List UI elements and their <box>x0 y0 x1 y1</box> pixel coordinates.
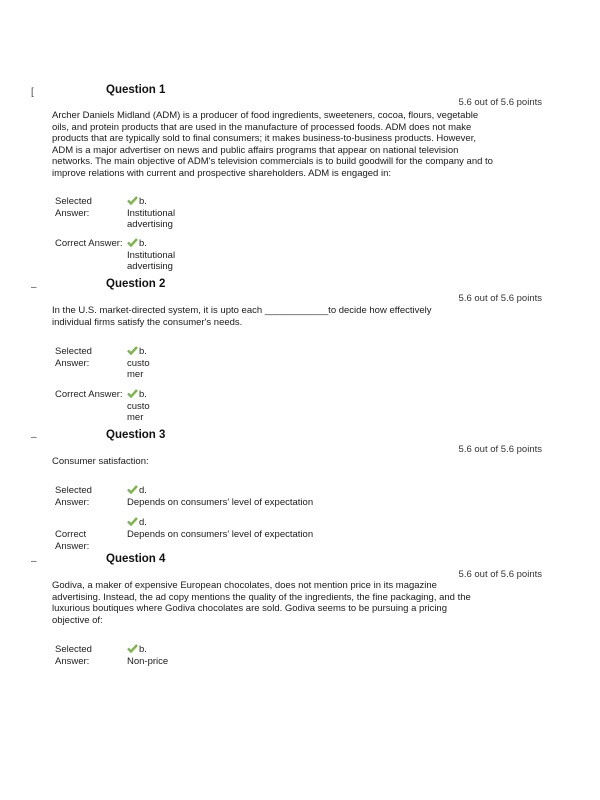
selected-answer-label: Selected Answer: <box>55 346 92 369</box>
answer-text: Institutional advertising <box>127 249 176 272</box>
question-title: Question 4 <box>106 553 166 565</box>
answer-letter: b. <box>139 644 147 655</box>
green-check-icon <box>127 485 138 494</box>
question-title: Question 3 <box>106 429 166 441</box>
question-text: Archer Daniels Midland (ADM) is a producer of food ingredients, sweeteners, cocoa, flours, vegetable oils, and protein products that are used in the manufacture of processed foods. ADM does not make products that are typically sold to final consumers; it makes business-to-business products. However, ADM is a major advertiser on news and public affairs programs that appear on national television networks. The main objective of ADM's television commercials is to build goodwill for the company and to improve relations with current and prospective shareholders. ADM is engaged in: <box>52 110 493 179</box>
question-text: Consumer satisfaction: <box>52 456 149 467</box>
green-check-icon <box>127 346 138 355</box>
correct-answer-value <box>127 389 153 424</box>
selected-answer-label: Selected Answer: <box>55 196 92 219</box>
question-title: Question 2 <box>106 278 166 290</box>
answer-text: customer <box>127 400 150 423</box>
question-text: In the U.S. market-directed system, it is upto each ____________to decide how effectively individual firms satisfy the consumer's needs. <box>52 305 432 328</box>
question-marker: – <box>31 432 37 443</box>
answer-text: Non-price <box>127 655 169 667</box>
question-points: 5.6 out of 5.6 points <box>458 293 542 304</box>
answer-letter: b. <box>139 196 147 207</box>
question-points: 5.6 out of 5.6 points <box>458 444 542 455</box>
correct-answer-label: Correct Answer: <box>55 529 90 552</box>
question-text: Godiva, a maker of expensive European chocolates, does not mention price in its magazine advertising. Instead, the ad copy mentions the quality of the ingredients, the fine packaging, and the luxurious boutiques where Godiva chocolates are sold. Godiva seems to be pursuing a pricing objective of: <box>52 580 471 626</box>
answer-letter: b. <box>139 346 147 357</box>
selected-answer-value <box>127 485 387 508</box>
green-check-icon <box>127 196 138 205</box>
question-marker: [ <box>31 87 34 98</box>
question-marker: – <box>31 282 37 293</box>
answer-text: Institutional advertising <box>127 207 176 230</box>
answer-text: Depends on consumers' level of expectation <box>127 528 314 540</box>
selected-answer-value <box>127 644 387 667</box>
green-check-icon <box>127 238 138 247</box>
answer-letter: b. <box>139 389 147 400</box>
question-title: Question 1 <box>106 84 166 96</box>
question-points: 5.6 out of 5.6 points <box>458 569 542 580</box>
correct-answer-label: Correct Answer: <box>55 389 123 400</box>
answer-text: Depends on consumers' level of expectation <box>127 496 314 508</box>
answer-letter: d. <box>139 517 147 528</box>
correct-answer-value <box>127 238 175 273</box>
question-marker: – <box>31 556 37 567</box>
green-check-icon <box>127 644 138 653</box>
answer-text: customer <box>127 357 150 380</box>
green-check-icon <box>127 517 138 526</box>
correct-answer-value <box>127 517 387 540</box>
question-points: 5.6 out of 5.6 points <box>458 97 542 108</box>
selected-answer-label: Selected Answer: <box>55 485 92 508</box>
selected-answer-value <box>127 346 153 381</box>
selected-answer-value <box>127 196 175 231</box>
selected-answer-label: Selected Answer: <box>55 644 92 667</box>
green-check-icon <box>127 389 138 398</box>
answer-letter: d. <box>139 485 147 496</box>
correct-answer-label: Correct Answer: <box>55 238 123 249</box>
answer-letter: b. <box>139 238 147 249</box>
